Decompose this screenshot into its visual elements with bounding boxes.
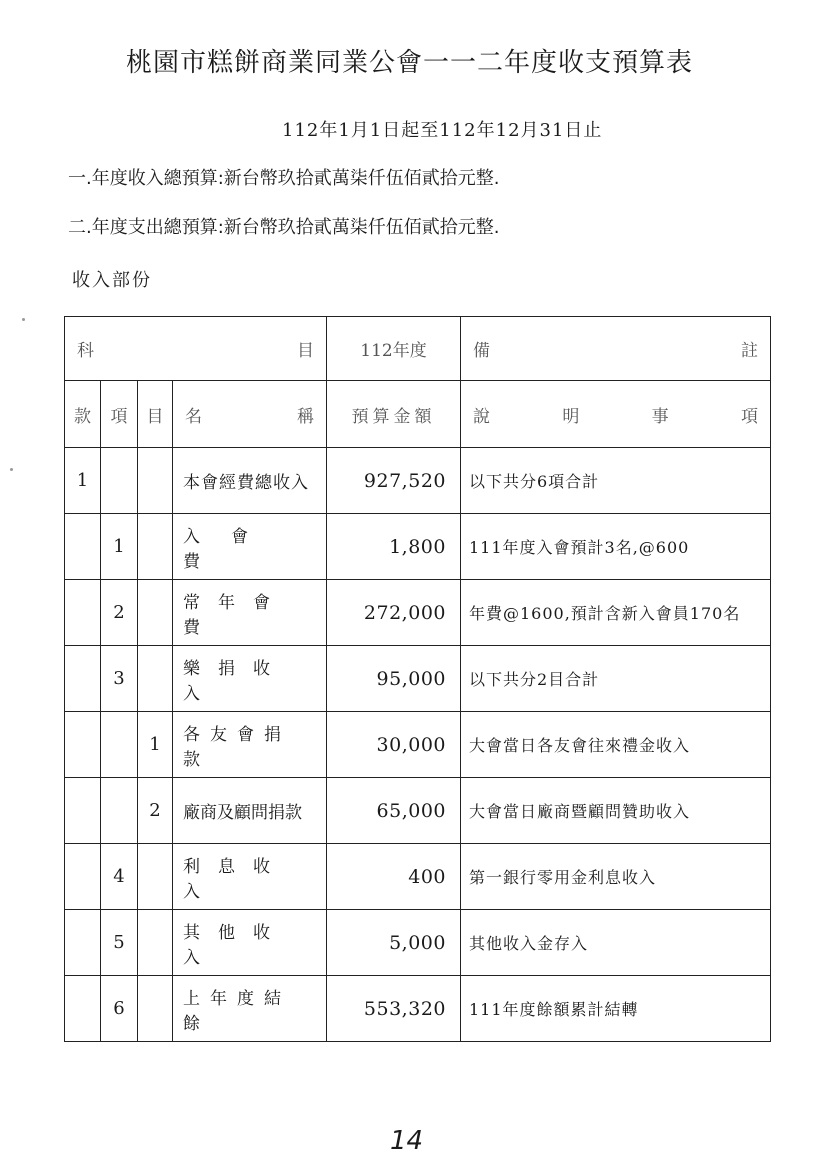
xiang-cell: 1 bbox=[101, 514, 138, 580]
subject-header-left: 科 bbox=[77, 341, 94, 361]
table-row bbox=[65, 844, 771, 910]
amount-cell: 5,000 bbox=[327, 910, 461, 976]
amount-cell: 95,000 bbox=[327, 646, 461, 712]
kuan-cell bbox=[65, 910, 101, 976]
kuan-cell bbox=[65, 514, 101, 580]
page-title: 桃園市糕餅商業同業公會一一二年度收支預算表 bbox=[125, 48, 693, 78]
mu-cell bbox=[138, 910, 173, 976]
subject-header bbox=[65, 317, 327, 381]
income-budget-table bbox=[64, 316, 771, 1042]
col-name-header bbox=[173, 381, 327, 448]
note-cell: 大會當日各友會往來禮金收入 bbox=[461, 712, 771, 778]
name-cell bbox=[173, 514, 327, 580]
table-row bbox=[65, 712, 771, 778]
table-row bbox=[65, 910, 771, 976]
xiang-cell: 4 bbox=[101, 844, 138, 910]
mu-cell: 1 bbox=[138, 712, 173, 778]
mu-cell bbox=[138, 646, 173, 712]
kuan-cell bbox=[65, 580, 101, 646]
col-amount-header: 預算金額 bbox=[327, 381, 461, 448]
kuan-cell bbox=[65, 646, 101, 712]
subject-header-right: 目 bbox=[297, 341, 314, 361]
income-total-line: 一.年度收入總預算:新台幣玖拾貳萬柒仟伍佰貳拾元整. bbox=[68, 168, 500, 189]
xiang-cell bbox=[101, 448, 138, 514]
col-desc-3: 事 bbox=[651, 406, 669, 427]
kuan-cell bbox=[65, 778, 101, 844]
header-row-1 bbox=[65, 317, 771, 381]
item-name: 利息收入 bbox=[183, 856, 288, 902]
scan-speck bbox=[22, 318, 25, 321]
scan-speck bbox=[10, 468, 13, 471]
item-name: 上年度結餘 bbox=[183, 988, 291, 1034]
note-cell: 111年度入會預計3名,@600 bbox=[461, 514, 771, 580]
budget-period: 112年1月1日起至112年12月31日止 bbox=[282, 120, 603, 141]
amount-cell: 1,800 bbox=[327, 514, 461, 580]
note-cell: 年費@1600,預計含新入會員170名 bbox=[461, 580, 771, 646]
amount-cell: 30,000 bbox=[327, 712, 461, 778]
col-kuan-header: 款 bbox=[65, 381, 101, 448]
item-name: 常年會費 bbox=[183, 592, 288, 638]
xiang-cell: 3 bbox=[101, 646, 138, 712]
name-cell bbox=[173, 976, 327, 1042]
amount-cell: 927,520 bbox=[327, 448, 461, 514]
table-row bbox=[65, 778, 771, 844]
expense-total-line: 二.年度支出總預算:新台幣玖拾貳萬柒仟伍佰貳拾元整. bbox=[68, 217, 500, 238]
item-name: 廠商及顧問捐款 bbox=[183, 803, 302, 823]
xiang-cell: 5 bbox=[101, 910, 138, 976]
section-heading: 收入部份 bbox=[72, 270, 152, 291]
xiang-cell bbox=[101, 778, 138, 844]
name-cell bbox=[173, 910, 327, 976]
col-desc-1: 說 bbox=[473, 406, 490, 427]
item-name: 各友會捐款 bbox=[183, 724, 291, 770]
note-cell: 大會當日廠商暨顧問贊助收入 bbox=[461, 778, 771, 844]
name-cell bbox=[173, 646, 327, 712]
xiang-cell bbox=[101, 712, 138, 778]
amount-cell: 553,320 bbox=[327, 976, 461, 1042]
page-number: 14 bbox=[390, 1126, 424, 1156]
mu-cell bbox=[138, 976, 173, 1042]
mu-cell bbox=[138, 844, 173, 910]
mu-cell bbox=[138, 580, 173, 646]
kuan-cell bbox=[65, 844, 101, 910]
amount-cell: 65,000 bbox=[327, 778, 461, 844]
mu-cell: 2 bbox=[138, 778, 173, 844]
kuan-cell bbox=[65, 976, 101, 1042]
remark-header bbox=[461, 317, 771, 381]
mu-cell bbox=[138, 514, 173, 580]
header-row-2 bbox=[65, 381, 771, 448]
note-cell: 111年度餘額累計結轉 bbox=[461, 976, 771, 1042]
remark-header-right: 註 bbox=[741, 341, 758, 361]
xiang-cell: 6 bbox=[101, 976, 138, 1042]
col-desc-4: 項 bbox=[740, 406, 758, 427]
col-xiang-header: 項 bbox=[101, 381, 138, 448]
table-row bbox=[65, 514, 771, 580]
table-row bbox=[65, 976, 771, 1042]
note-cell: 其他收入金存入 bbox=[461, 910, 771, 976]
table-row bbox=[65, 580, 771, 646]
item-name: 其他收入 bbox=[183, 922, 288, 968]
table-row bbox=[65, 448, 771, 514]
xiang-cell: 2 bbox=[101, 580, 138, 646]
note-cell: 以下共分2目合計 bbox=[461, 646, 771, 712]
kuan-cell: 1 bbox=[65, 448, 101, 514]
mu-cell bbox=[138, 448, 173, 514]
name-cell bbox=[173, 448, 327, 514]
col-name-header-left: 名 bbox=[185, 406, 202, 427]
col-desc-2: 明 bbox=[562, 406, 580, 427]
table-row bbox=[65, 646, 771, 712]
item-name: 樂捐收入 bbox=[183, 658, 288, 704]
kuan-cell bbox=[65, 712, 101, 778]
name-cell bbox=[173, 580, 327, 646]
year-header: 112年度 bbox=[327, 317, 461, 381]
item-name: 本會經費總收入 bbox=[183, 473, 309, 493]
name-cell bbox=[173, 778, 327, 844]
remark-header-left: 備 bbox=[473, 341, 490, 361]
amount-cell: 400 bbox=[327, 844, 461, 910]
item-name: 入會費 bbox=[183, 526, 279, 572]
name-cell bbox=[173, 844, 327, 910]
col-name-header-right: 稱 bbox=[297, 406, 314, 427]
col-desc-header bbox=[461, 381, 771, 448]
col-mu-header: 目 bbox=[138, 381, 173, 448]
note-cell: 以下共分6項合計 bbox=[461, 448, 771, 514]
amount-cell: 272,000 bbox=[327, 580, 461, 646]
note-cell: 第一銀行零用金利息收入 bbox=[461, 844, 771, 910]
name-cell bbox=[173, 712, 327, 778]
